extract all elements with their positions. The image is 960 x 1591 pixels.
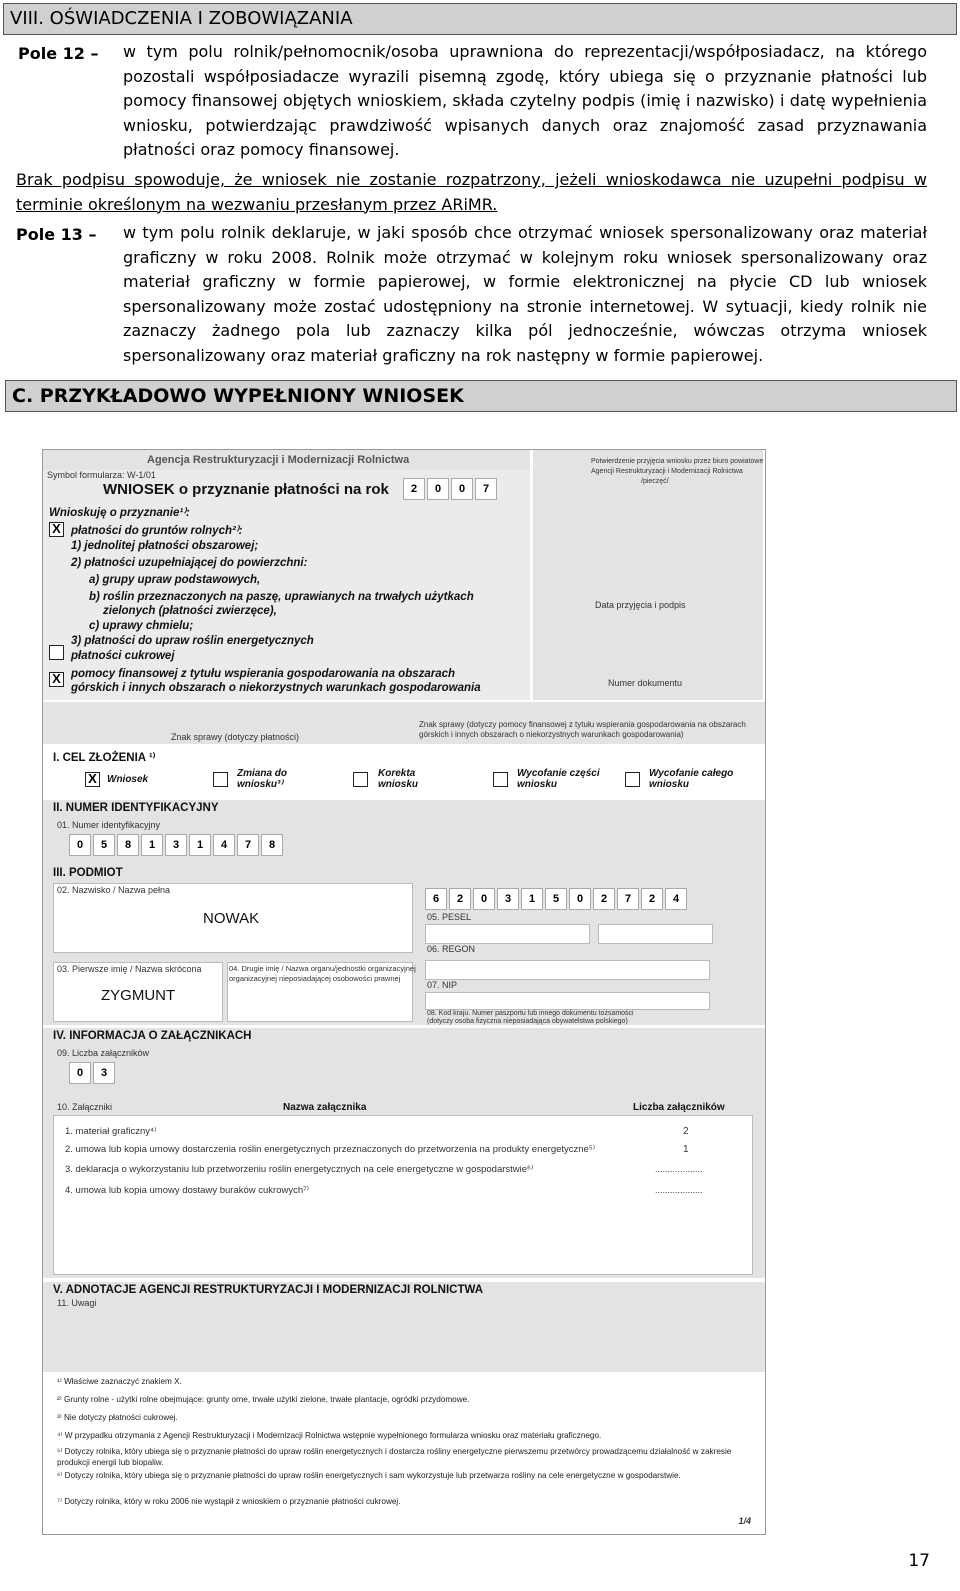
- pesel-digit: 4: [665, 888, 687, 910]
- id-digit: 8: [261, 834, 283, 856]
- purpose-option: Wniosek: [107, 774, 149, 785]
- footnote: ⁵⁾ Dotyczy rolnika, który ubiega się o przyznanie płatności do upraw roślin energetycznych i dostarcza rośliny energetyczne pierwszemu przetwórcy prowadzącemu działalność w zakresie produkcji energii lub biopaliw.: [57, 1447, 732, 1467]
- checkbox-wniosek: X: [85, 772, 100, 787]
- attachment-name: 1. materiał graficzny⁴⁾: [65, 1126, 157, 1137]
- attachment-name: 2. umowa lub kopia umowy dostarczenia roślin energetycznych przeznaczonych do przetworzenia na produkty energetyczne⁵⁾: [65, 1144, 596, 1155]
- pesel-digit: 1: [521, 888, 543, 910]
- checkbox-pomoc: X: [49, 672, 64, 687]
- id-digit: 3: [165, 834, 187, 856]
- id-digit: 1: [189, 834, 211, 856]
- first-name-label: 03. Pierwsze imię / Nazwa skrócona: [57, 964, 202, 974]
- attachments-col-0: 10. Załączniki: [57, 1102, 113, 1112]
- agency-name: Agencja Restrukturyzacji i Modernizacji Rolnictwa: [147, 454, 410, 466]
- case-mark-label-2b: górskich i innych obszarach o niekorzystnych warunkach gospodarowania): [419, 730, 684, 739]
- attachment-name: 4. umowa lub kopia umowy dostawy buraków cukrowych⁷⁾: [65, 1185, 309, 1196]
- purpose-option: Wycofanie całego wniosku: [649, 768, 734, 790]
- pole-12-label: Pole 12 –: [18, 44, 99, 63]
- pesel-digit: 2: [641, 888, 663, 910]
- count-digit: 3: [93, 1062, 115, 1084]
- form-item: a) grupy upraw podstawowych,: [89, 574, 261, 586]
- checkbox-wycofanie-czesci: [493, 772, 508, 787]
- second-name-label-1: 04. Drugie imię / Nazwa organu/jednostki organizacyjnej: [229, 964, 416, 973]
- footnote: ³⁾ Nie dotyczy płatności cukrowej.: [57, 1413, 178, 1422]
- footnote: ⁶⁾ Dotyczy rolnika, który ubiega się o przyznanie płatności do upraw roślin energetycznych i sam wykorzystuje lub przetwarza rośliny na cele energetyczne w gospodarstwie.: [57, 1471, 681, 1480]
- attachments-col-2: Liczba załączników: [633, 1102, 725, 1113]
- pesel-digit: 0: [473, 888, 495, 910]
- stamp-line-3: /pieczęć/: [641, 478, 669, 485]
- grunty-label: płatności do gruntów rolnych²⁾:: [71, 525, 243, 537]
- checkbox-zmiana: [213, 772, 228, 787]
- id-number-label: 01. Numer identyfikacyjny: [57, 820, 161, 830]
- id-number-heading: II. NUMER IDENTYFIKACYJNY: [53, 802, 219, 814]
- form-symbol: Symbol formularza: W-1/01: [47, 470, 156, 480]
- attachment-count: 1: [683, 1144, 689, 1155]
- section-c-title: C. PRZYKŁADOWO WYPEŁNIONY WNIOSEK: [12, 385, 464, 407]
- document-number-label: Numer dokumentu: [608, 678, 683, 688]
- pesel-boxes: [425, 888, 687, 910]
- form-page-fraction: 1/4: [738, 1516, 751, 1526]
- count-digit: 0: [69, 1062, 91, 1084]
- id-digit: 1: [141, 834, 163, 856]
- id-digit: 0: [69, 834, 91, 856]
- pole-13-text: w tym polu rolnik deklaruje, w jaki sposób chce otrzymać wniosek spersonalizowany oraz materiał graficzny w roku 2008. Rolnik może otrzymać w kolejnym roku wniosek spersonalizowany oraz materiał graficzny w formie papierowej, w formie elektronicznej na płycie CD lub wniosek spersonalizowany może zostać udostępniony na stronie internetowej. W sytuacji, kiedy rolnik nie zaznaczy żadnego pola lub zaznaczy kilka pól jednocześnie, wówczas otrzyma wniosek spersonalizowany oraz materiał graficzny na rok następny w formie papierowej.: [123, 223, 927, 365]
- purpose-option: Korekta wniosku: [378, 768, 419, 790]
- missing-signature-note: Brak podpisu spowoduje, że wniosek nie zostanie rozpatrzony, jeżeli wnioskodawca nie uzupełni podpisu w terminie określonym na wezwaniu przesłanym przez ARiMR.: [16, 170, 927, 214]
- footnote: ¹⁾ Właściwe zaznaczyć znakiem X.: [57, 1377, 182, 1386]
- year-digit: 2: [403, 478, 425, 500]
- section-viii-header: [3, 3, 957, 35]
- attachments-count-boxes: [69, 1062, 115, 1084]
- stamp-line-2: Agencji Restrukturyzacji i Modernizacji Rolnictwa: [591, 468, 743, 475]
- form-item: 3) płatności do upraw roślin energetycznych: [71, 635, 314, 647]
- pole-12-text: w tym polu rolnik/pełnomocnik/osoba uprawniona do reprezentacji/współposiadacz, na którego pozostali współposiadacze wyrazili pisemną zgodę, który ubiega się o przyznanie płatności lub pomocy finansowej objętych wnioskiem, składa czytelny podpis (imię i nazwisko) i datę wypełnienia wniosku, potwierdzając prawdziwość wpisanych danych oraz znajomość zasad przyznawania płatności oraz pomocy finansowej.: [123, 42, 927, 160]
- remarks-label: 11. Uwagi: [57, 1298, 97, 1308]
- year-digit: 7: [475, 478, 497, 500]
- purpose-option: Wycofanie części wniosku: [517, 768, 600, 790]
- subject-heading: III. PODMIOT: [53, 867, 123, 879]
- attachment-count: 2: [683, 1126, 689, 1137]
- page-number: 17: [908, 1551, 930, 1571]
- pesel-digit: 7: [617, 888, 639, 910]
- checkbox-korekta: [353, 772, 368, 787]
- first-name-value: ZYGMUNT: [101, 987, 176, 1004]
- second-name-label-2: organizacyjnej nieposiadającej osobowości prawnej: [229, 974, 401, 983]
- id-number-boxes: [69, 834, 283, 856]
- pesel-label: 05. PESEL: [427, 912, 472, 922]
- pesel-digit: 3: [497, 888, 519, 910]
- id-digit: 8: [117, 834, 139, 856]
- nip-label: 07. NIP: [427, 980, 458, 990]
- pesel-digit: 5: [545, 888, 567, 910]
- footnote: ²⁾ Grunty rolne - użytki rolne obejmujące: grunty orne, trwałe użytki zielone, trwałe plantacje, ogródki przydomowe.: [57, 1395, 470, 1404]
- pomoc-line-2: górskich i innych obszarach o niekorzystnych warunkach gospodarowania: [71, 682, 481, 694]
- regon-label: 06. REGON: [427, 944, 476, 954]
- request-heading: Wnioskuję o przyznanie¹⁾:: [49, 507, 190, 519]
- year-digit: 0: [451, 478, 473, 500]
- pomoc-line-1: pomocy finansowej z tytułu wspierania gospodarowania na obszarach: [71, 668, 456, 680]
- id-digit: 5: [93, 834, 115, 856]
- form-item: c) uprawy chmielu;: [89, 620, 194, 632]
- id-digit: 7: [237, 834, 259, 856]
- country-label-2: (dotyczy osoba fizyczna nieposiadająca obywatelstwa polskiego): [427, 1018, 628, 1025]
- case-mark-label: Znak sprawy (dotyczy płatności): [171, 732, 300, 742]
- pole-13-label: Pole 13 –: [16, 225, 97, 244]
- section-viii-title: VIII. OŚWIADCZENIA I ZOBOWIĄZANIA: [10, 8, 353, 29]
- case-mark-label-2a: Znak sprawy (dotyczy pomocy finansowej z tytułu wspierania gospodarowania na obszarach: [419, 720, 746, 729]
- form-item: b) roślin przeznaczonych na paszę, uprawianych na trwałych użytkach: [89, 591, 474, 603]
- footnote: ⁴⁾ W przypadku otrzymania z Agencji Restrukturyzacji i Modernizacji Rolnictwa wstępnie wypełnionego formularza wniosku oraz materiału graficznego.: [57, 1431, 602, 1440]
- attachment-count: ...................: [655, 1164, 703, 1174]
- sample-form-image: [42, 449, 766, 1535]
- acceptance-date-label: Data przyjęcia i podpis: [595, 600, 686, 610]
- pesel-digit: 2: [449, 888, 471, 910]
- purpose-option: Zmiana do wniosku³⁾: [237, 768, 288, 790]
- attachments-col-1: Nazwa załącznika: [283, 1102, 367, 1113]
- pesel-digit: 6: [425, 888, 447, 910]
- purpose-heading: I. CEL ZŁOŻENIA ¹⁾: [53, 752, 156, 764]
- agency-notes-heading: V. ADNOTACJE AGENCJI RESTRUKTURYZACJI I MODERNIZACJI ROLNICTWA: [53, 1284, 483, 1296]
- pesel-digit: 0: [569, 888, 591, 910]
- country-label-1: 08. Kod kraju. Numer paszportu lub innego dokumentu tożsamości: [427, 1010, 634, 1017]
- attachment-count: ...................: [655, 1185, 703, 1195]
- year-digit: 0: [427, 478, 449, 500]
- section-c-header: [5, 380, 957, 412]
- surname-value: NOWAK: [203, 910, 260, 927]
- id-digit: 4: [213, 834, 235, 856]
- stamp-line-1: Potwierdzenie przyjęcia wniosku przez biuro powiatowe: [591, 458, 764, 465]
- cukrowa-label: płatności cukrowej: [71, 650, 175, 662]
- checkbox-grunty: X: [49, 522, 64, 537]
- checkbox-wycofanie-calego: [625, 772, 640, 787]
- checkbox-cukrowa: [49, 645, 64, 660]
- pesel-digit: 2: [593, 888, 615, 910]
- year-boxes: [403, 478, 497, 500]
- form-item: 1) jednolitej płatności obszarowej;: [71, 540, 259, 552]
- attachment-name: 3. deklaracja o wykorzystaniu lub przetworzeniu roślin energetycznych na cele energetyczne w gospodarstwie⁶⁾: [65, 1164, 534, 1175]
- attachments-count-label: 09. Liczba załączników: [57, 1048, 150, 1058]
- form-title: WNIOSEK o przyznanie płatności na rok: [103, 481, 389, 498]
- surname-label: 02. Nazwisko / Nazwa pełna: [57, 885, 171, 895]
- footnote: ⁷⁾ Dotyczy rolnika, który w roku 2006 nie wystąpił z wnioskiem o przyznanie płatności cukrowej.: [57, 1497, 401, 1506]
- form-item: 2) płatności uzupełniającej do powierzchni:: [71, 557, 308, 569]
- attachments-heading: IV. INFORMACJA O ZAŁĄCZNIKACH: [53, 1030, 252, 1042]
- form-item: zielonych (płatności zwierzęce),: [103, 605, 277, 617]
